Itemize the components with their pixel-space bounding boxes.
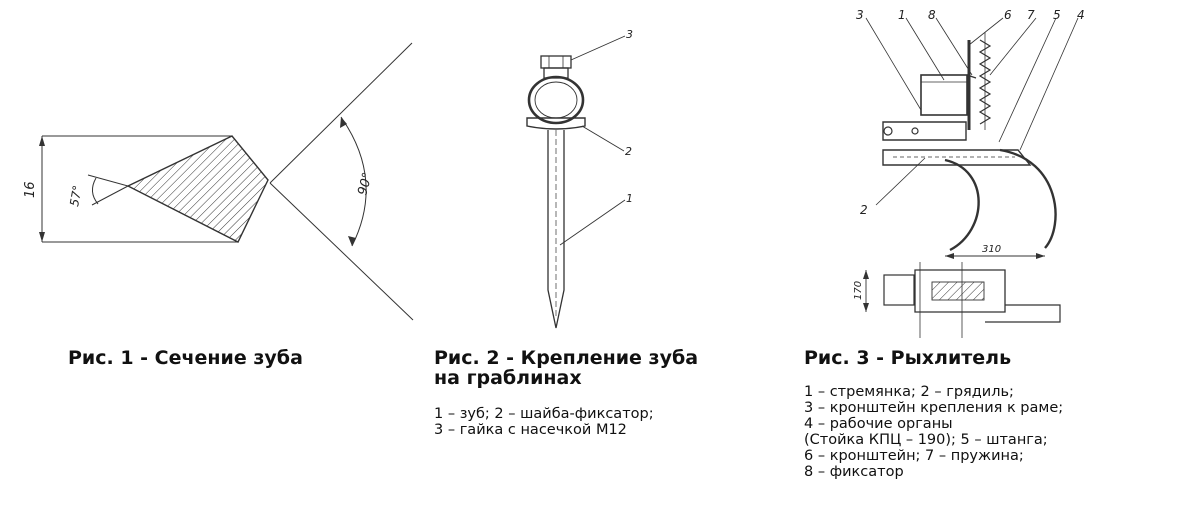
fig1-right-angle-label: 90° (355, 170, 376, 198)
fig2-part-3-label: 3 (626, 28, 633, 41)
fig3-part-6-label: 6 (1004, 8, 1012, 22)
fig3-part-8-label: 8 (928, 8, 936, 22)
fig3-legend-line: 3 – кронштейн крепления к раме; (804, 400, 1064, 416)
fig3-legend-line: 4 – рабочие органы (804, 416, 953, 432)
fig2-legend-line: 1 – зуб; 2 – шайба-фиксатор; (434, 406, 654, 422)
fig3-part-1-label: 1 (898, 8, 906, 22)
fig3-ripper-drawing (863, 18, 1078, 338)
fig3-part-3-label: 3 (856, 8, 864, 22)
fig1-height-dimension-label: 16 (23, 181, 38, 198)
fig3-legend (804, 384, 1063, 480)
fig3-caption-title (804, 348, 1011, 368)
fig1-tooth-section-drawing (39, 43, 413, 320)
fig3-part-7-label: 7 (1027, 8, 1035, 22)
fig2-caption-line-2: на граблинах (434, 367, 582, 389)
fig3-width-dimension-label: 310 (982, 244, 1002, 255)
fig3-legend-line: (Стойка КПЦ – 190); 5 – штанга; (804, 432, 1048, 448)
fig1-tip-angle-label: 57° (67, 184, 85, 208)
fig2-caption-line-1: Рис. 2 - Крепление зуба (434, 347, 699, 369)
fig3-part-4-label: 4 (1077, 8, 1085, 22)
fig2-legend-line: 3 – гайка с насечкой М12 (434, 422, 627, 438)
fig2-part-1-label: 1 (626, 192, 633, 205)
fig3-part-2-label: 2 (860, 203, 868, 217)
fig3-caption-line: Рис. 3 - Рыхлитель (804, 347, 1012, 369)
fig3-height-dimension-label: 170 (853, 280, 864, 300)
fig3-legend-line: 8 – фиксатор (804, 464, 904, 480)
fig1-caption-title (68, 348, 303, 368)
fig3-part-5-label: 5 (1053, 8, 1061, 22)
fig2-caption-title (434, 348, 698, 388)
fig2-legend (434, 406, 654, 438)
fig3-legend-line: 6 – кронштейн; 7 – пружина; (804, 448, 1024, 464)
fig1-caption-line: Рис. 1 - Сечение зуба (68, 347, 303, 369)
fig2-part-2-label: 2 (625, 145, 632, 158)
fig3-legend-line: 1 – стремянка; 2 – грядиль; (804, 384, 1014, 400)
fig2-tooth-mounting-drawing (527, 36, 625, 328)
